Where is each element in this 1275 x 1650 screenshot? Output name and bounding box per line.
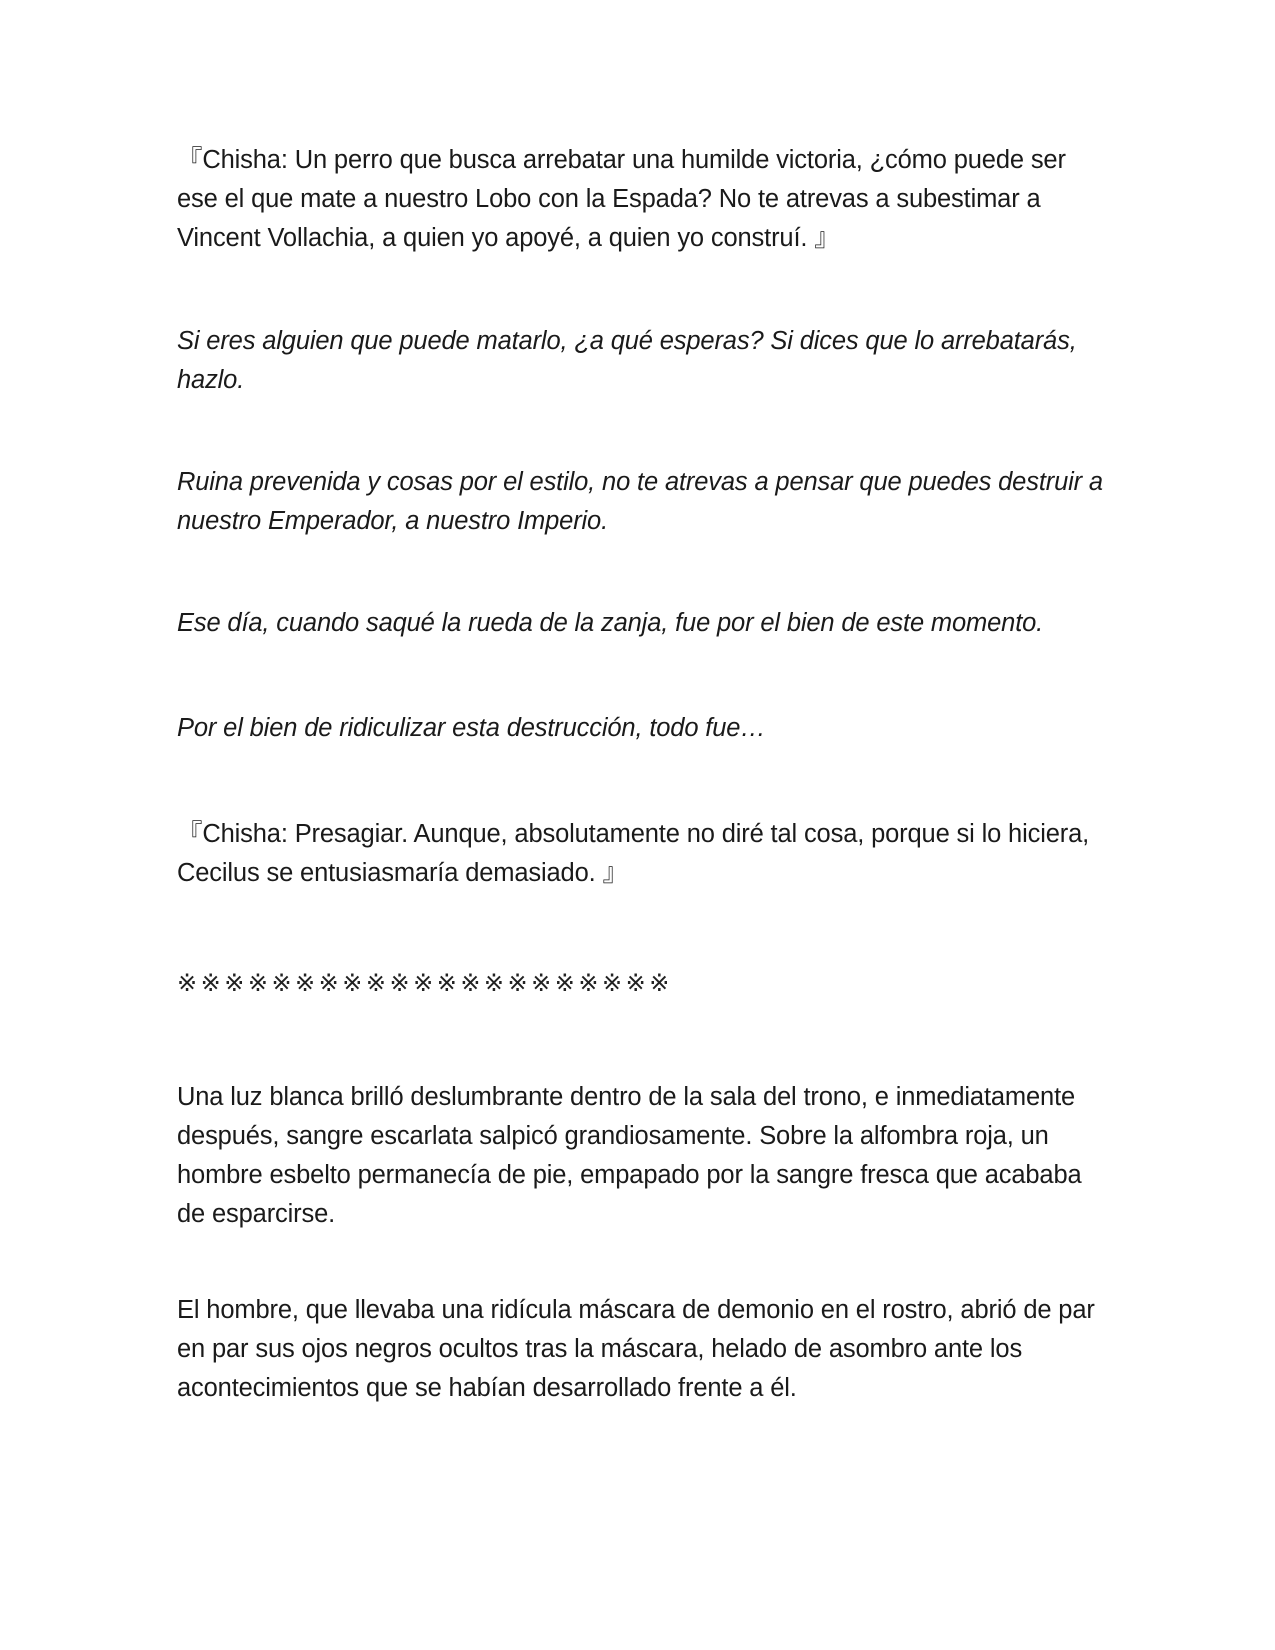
italic-thought-paragraph-2: Ruina prevenida y cosas por el estilo, no te atrevas a pensar que puedes destruir a nuestro Emperador, a nuestro Imperio. [177,468,1103,535]
narrative-paragraph-1: Una luz blanca brilló deslumbrante dentro de la sala del trono, e inmediatamente después, sangre escarlata salpicó grandiosamente. Sobre la alfombra roja, un hombre esbelto permanecía de pie, empapado por la sangre fresca que acababa de esparcirse. [177,1083,1082,1228]
narrative-paragraph-2: El hombre, que llevaba una ridícula máscara de demonio en el rostro, abrió de par en par sus ojos negros ocultos tras la máscara, helado de asombro ante los acontecimientos que se habían desarrollado frente a él. [177,1296,1095,1402]
italic-thought-paragraph-3: Ese día, cuando saqué la rueda de la zanja, fue por el bien de este momento. [177,609,1044,637]
scene-break-separator: ※※※※※※※※※※※※※※※※※※※※※ [177,969,673,997]
italic-thought-paragraph-1: Si eres alguien que puede matarlo, ¿a qué esperas? Si dices que lo arrebatarás, hazlo. [177,327,1077,394]
dialogue-paragraph-chisha-2: 『Chisha: Presagiar. Aunque, absolutamente no diré tal cosa, porque si lo hiciera, Cecilus se entusiasmaría demasiado. 』 [177,820,1090,887]
dialogue-paragraph-chisha-1: 『Chisha: Un perro que busca arrebatar una humilde victoria, ¿cómo puede ser ese el que mate a nuestro Lobo con la Espada? No te atrevas a subestimar a Vincent Vollachia, a quien yo apoyé, a quien yo construí. 』 [177,146,1066,252]
italic-thought-paragraph-4: Por el bien de ridiculizar esta destrucción, todo fue… [177,714,766,742]
